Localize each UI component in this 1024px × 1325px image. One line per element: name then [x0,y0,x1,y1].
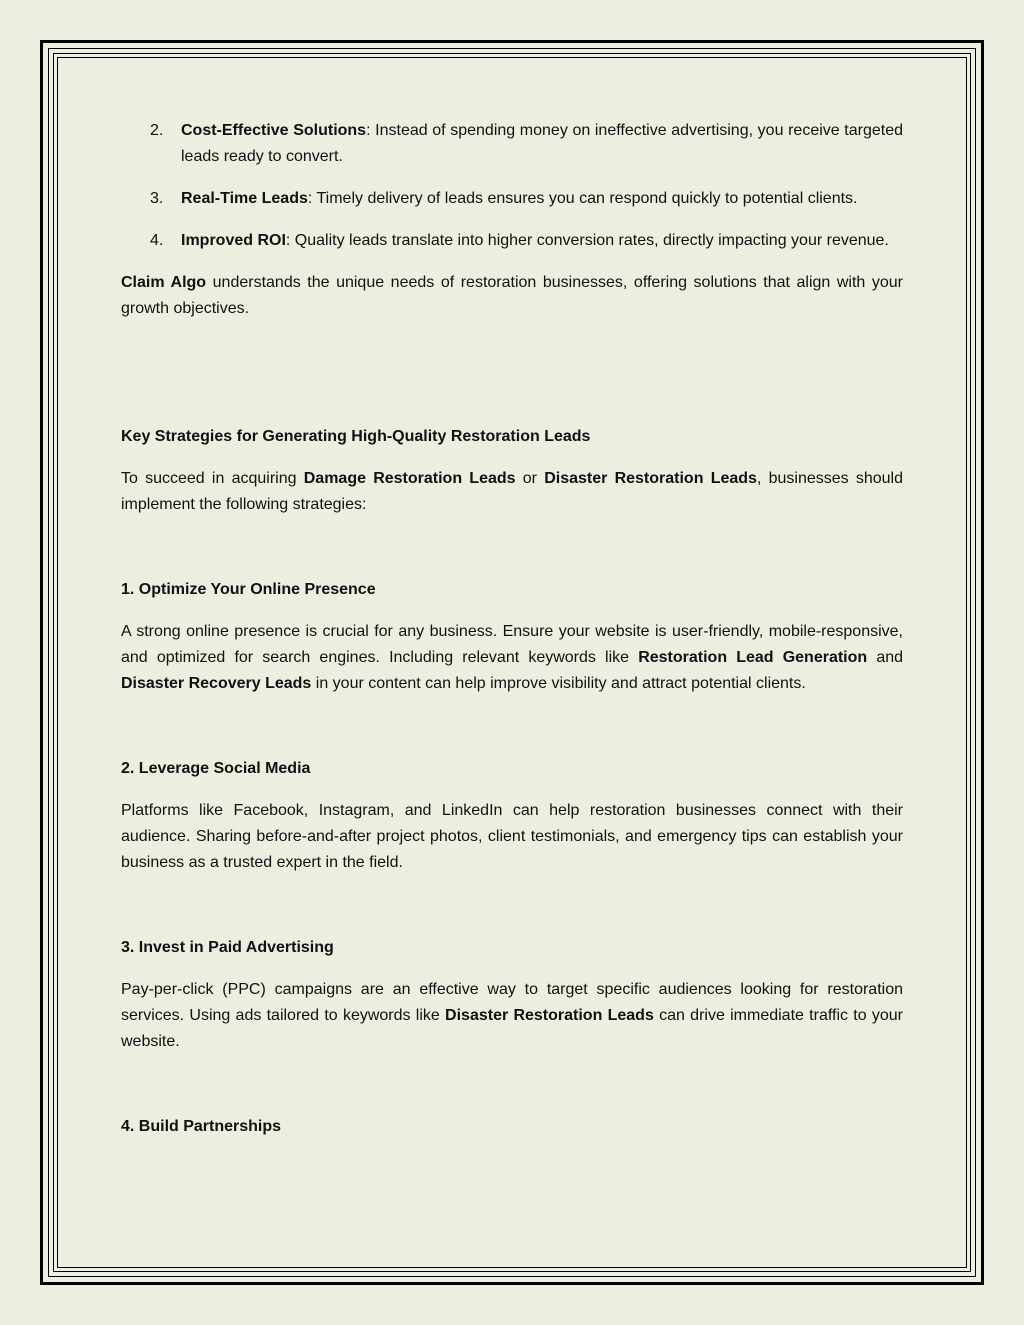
list-term: Real-Time Leads [181,190,308,207]
section-heading: 3. Invest in Paid Advertising [121,939,334,956]
list-number: 2. [150,122,164,139]
key-strategies-heading: Key Strategies for Generating High-Quality Restoration Leads [121,428,591,445]
intro-keyword: Damage Restoration Leads [303,470,516,487]
section-paragraph [121,619,903,697]
list-item [121,118,903,170]
intro-text: , businesses should implement the following strategies: [121,470,904,513]
section-text: can drive immediate traffic to your website. [121,1007,903,1050]
list-item [121,228,903,254]
list-number: 3. [150,190,164,207]
list-text: : Instead of spending money on ineffective advertising, you receive targeted leads ready to convert. [181,122,904,165]
list-term: Cost-Effective Solutions [181,122,367,139]
document-content [121,118,903,1140]
list-number: 4. [150,232,164,249]
section-paragraph: Platforms like Facebook, Instagram, and LinkedIn can help restoration businesses connect with their audience. Sharing before-and-after project photos, client testimonials, and emergency tips can establish your business as a trusted expert in the field. [121,802,903,871]
section-text: A strong online presence is crucial for any business. Ensure your website is user-friendly, mobile-responsive, and optimized for search engines. Including relevant keywords like [121,623,903,666]
section-text: in your content can help improve visibility and attract potential clients. [311,675,806,692]
intro-text: To succeed in acquiring [121,470,304,487]
brand-name: Claim Algo [121,274,207,291]
list-text: : Quality leads translate into higher conversion rates, directly impacting your revenue. [285,232,889,249]
intro-text: or [515,470,545,487]
section-keyword: Disaster Restoration Leads [445,1007,654,1024]
intro-keyword: Disaster Restoration Leads [544,470,757,487]
intro-paragraph [121,466,903,518]
section-text: Pay-per-click (PPC) campaigns are an effective way to target specific audiences looking for restoration services. Using ads tailored to keywords like [121,981,903,1024]
section-heading: 1. Optimize Your Online Presence [121,581,376,598]
section-heading: 2. Leverage Social Media [121,760,311,777]
section-keyword: Restoration Lead Generation [638,649,868,666]
claim-text: understands the unique needs of restoration businesses, offering solutions that align with your growth objectives. [121,274,904,317]
section-heading: 4. Build Partnerships [121,1118,282,1135]
list-text: : Timely delivery of leads ensures you can respond quickly to potential clients. [307,190,858,207]
section-paragraph [121,977,903,1055]
list-item [121,186,903,212]
section-keyword: Disaster Recovery Leads [121,675,312,692]
section-text: and [867,649,904,666]
claim-paragraph [121,270,903,322]
list-term: Improved ROI [181,232,286,249]
